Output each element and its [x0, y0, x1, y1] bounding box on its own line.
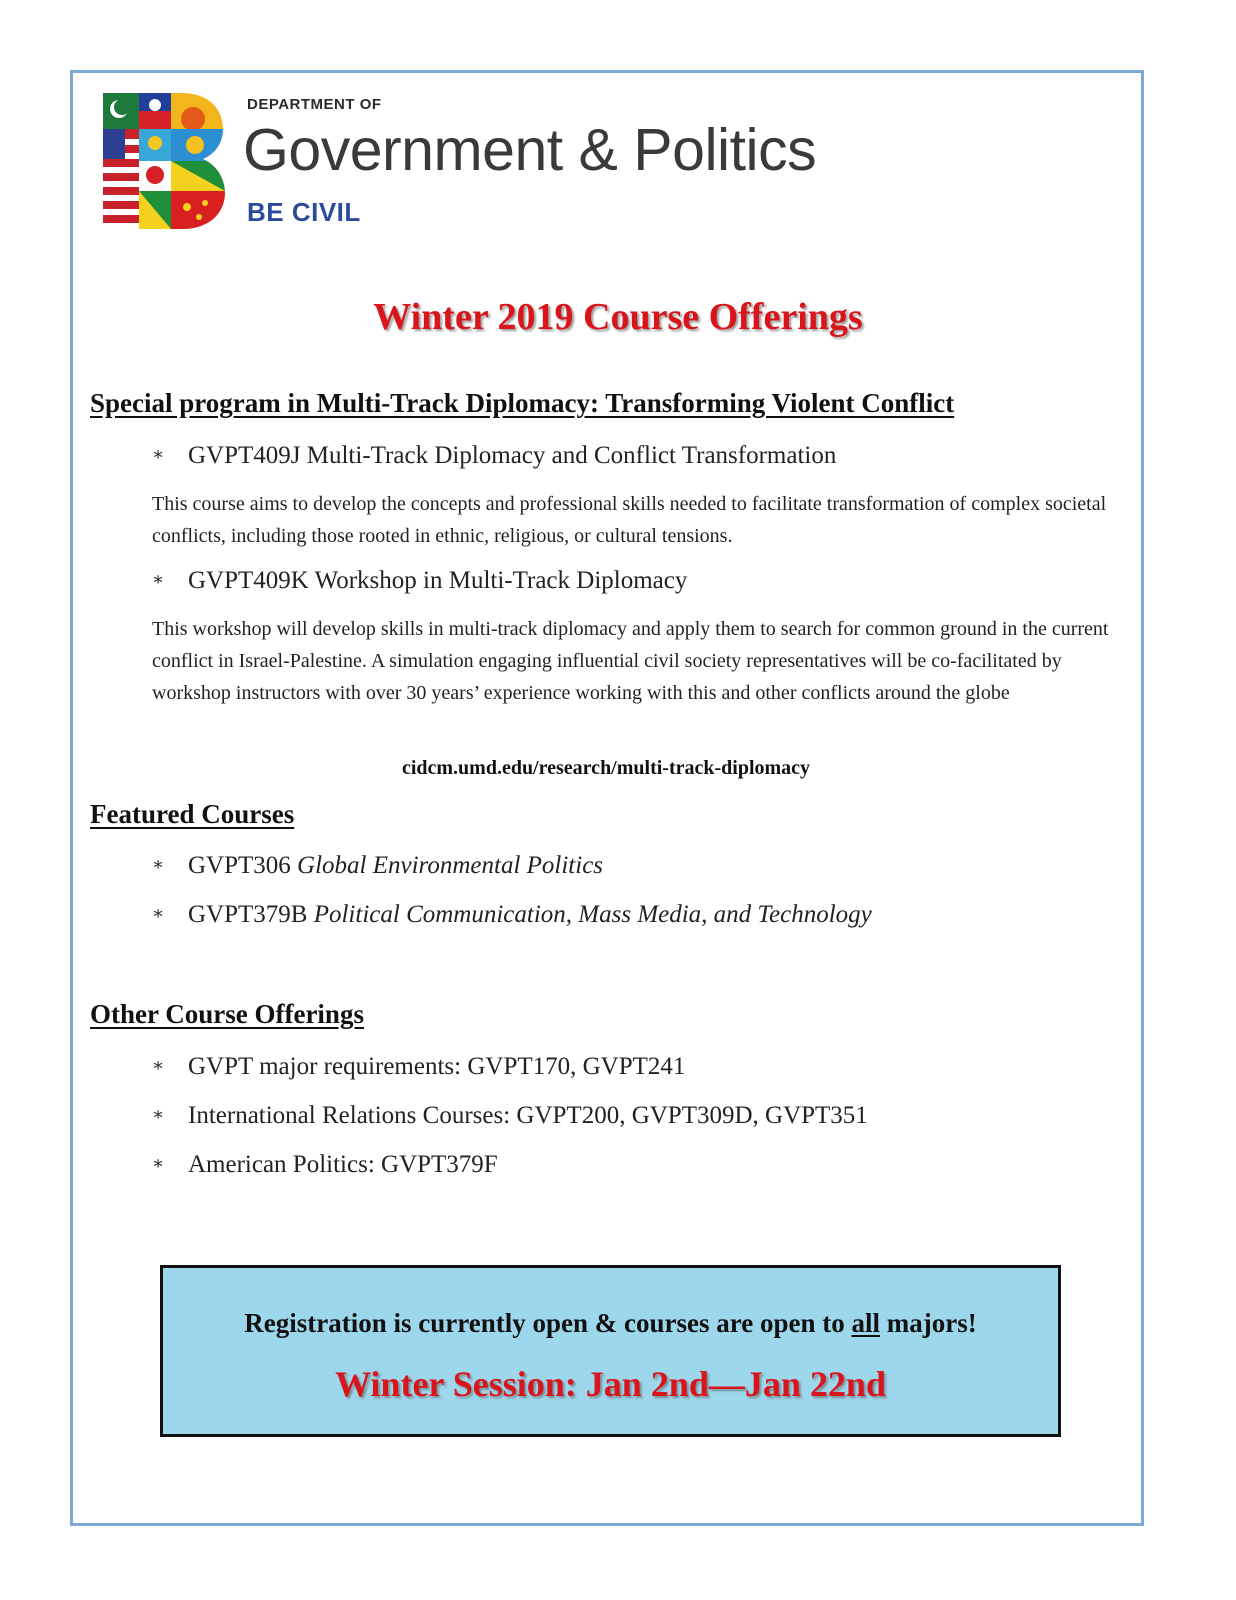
course-item-gvpt409j	[152, 442, 836, 470]
course-title: GVPT409K Workshop in Multi-Track Diplomacy	[188, 567, 688, 594]
bullet-icon: ∗	[152, 444, 165, 464]
course-code: GVPT306	[188, 852, 291, 879]
course-item-gvpt409k	[152, 567, 687, 595]
session-dates: Winter Session: Jan 2nd—Jan 22nd	[335, 1364, 886, 1404]
registration-emphasis: all	[851, 1308, 880, 1338]
course-title: Political Communication, Mass Media, and Technology	[313, 901, 872, 928]
program-url[interactable]: cidcm.umd.edu/research/multi-track-diplomacy	[401, 757, 811, 779]
course-code: GVPT379B	[188, 901, 308, 928]
course-description-gvpt409k: This workshop will develop skills in multi-track diplomacy and apply them to search for common ground in the current conflict in Israel-Palestine. A simulation engaging influential civil society representatives will be co-facilitated by workshop instructors with over 30 years’ experience working with this and other conflicts around the globe	[152, 618, 1109, 704]
dept-label-small: DEPARTMENT OF	[247, 96, 382, 113]
bullet-icon: ∗	[152, 569, 165, 589]
other-offerings-heading: Other Course Offerings	[90, 999, 364, 1029]
department-logo	[103, 93, 225, 229]
bullet-icon: ∗	[152, 854, 165, 874]
registration-notice	[163, 1308, 1058, 1339]
registration-box	[160, 1265, 1061, 1437]
page-title: Winter 2019 Course Offerings	[373, 296, 863, 338]
featured-item-gvpt379b	[152, 901, 872, 929]
bullet-icon: ∗	[152, 903, 165, 923]
other-item-text: American Politics: GVPT379F	[188, 1151, 498, 1178]
featured-item-gvpt306	[152, 852, 603, 880]
other-item-text: GVPT major requirements: GVPT170, GVPT241	[188, 1053, 686, 1080]
course-title: Global Environmental Politics	[297, 852, 604, 879]
featured-courses-heading: Featured Courses	[90, 799, 295, 829]
course-title: GVPT409J Multi-Track Diplomacy and Conflict Transformation	[188, 442, 837, 469]
registration-text-end: majors!	[879, 1308, 977, 1338]
registration-text: Registration is currently open & courses are open to	[244, 1308, 852, 1338]
bullet-icon: ∗	[152, 1153, 165, 1173]
tagline: BE CIVIL	[247, 197, 361, 227]
dept-name: Government & Politics	[243, 117, 817, 183]
other-item-text: International Relations Courses: GVPT200, GVPT309D, GVPT351	[188, 1102, 868, 1129]
course-description-gvpt409j: This course aims to develop the concepts and professional skills needed to facilitate transformation of complex societal conflicts, including those rooted in ethnic, religious, or cultural tensions.	[152, 493, 1107, 547]
special-program-heading: Special program in Multi-Track Diplomacy: Transforming Violent Conflict	[90, 388, 955, 418]
other-item-major-requirements	[152, 1053, 685, 1081]
bullet-icon: ∗	[152, 1055, 165, 1075]
other-item-international-relations	[152, 1102, 868, 1130]
other-item-american-politics	[152, 1151, 498, 1179]
bullet-icon: ∗	[152, 1104, 165, 1124]
